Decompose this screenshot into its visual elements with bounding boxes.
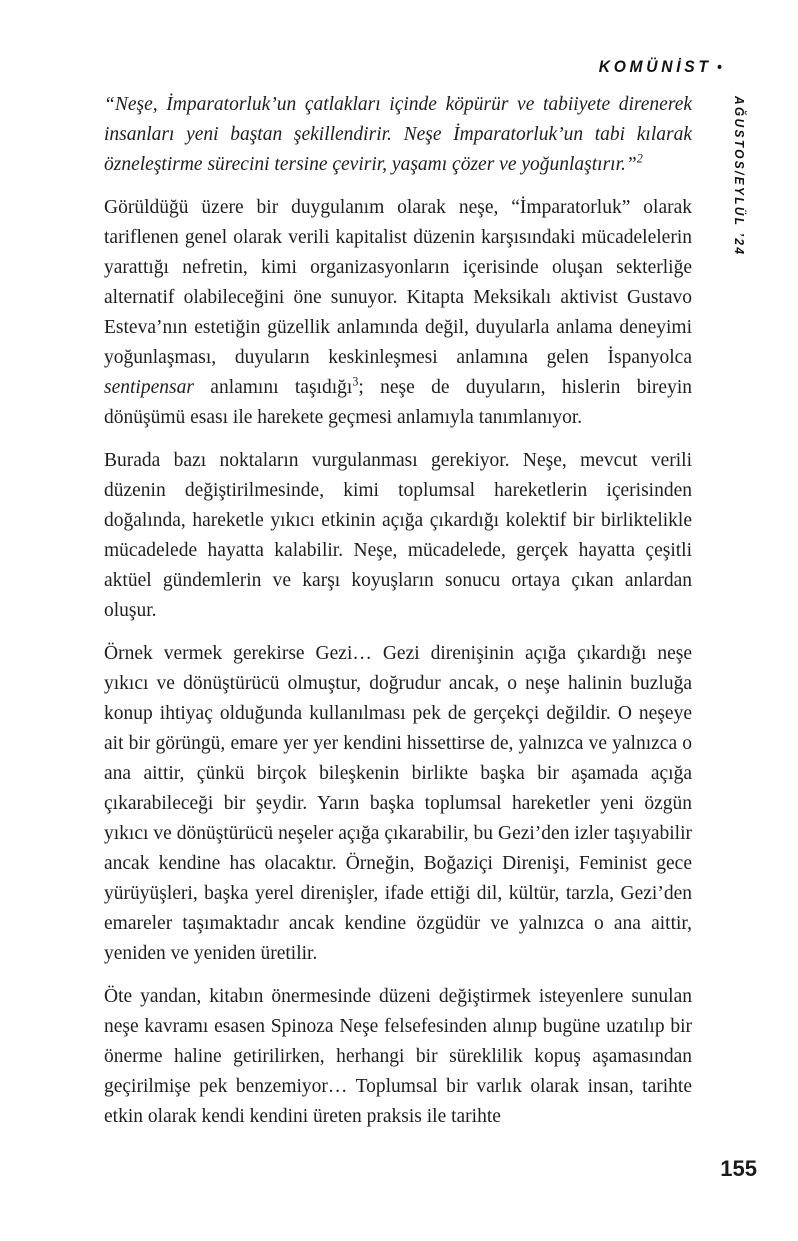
running-head [599, 57, 722, 77]
paragraph-2 [104, 446, 692, 626]
paragraph-3 [104, 639, 692, 969]
epigraph-quote [104, 90, 692, 180]
paragraph-1-run-2: anlamını taşıdığı [193, 377, 353, 398]
article-body [104, 90, 692, 1145]
paragraph-3-text: Örnek vermek gerekirse Gezi… Gezi direnişinin açığa çıkardığı neşe yıkıcı ve dönüştürücü olmuştur, doğrudur ancak, o neşe halinin buzluğa konup ihtiyaç olduğunda kullanılması pek de gerçekçi değildir. O neşeye ait bir görüngü, emare yer yer kendini hissettirse de, yalnızca ve yalnızca o ana aittir, çünkü birçok bileşkenin birlikte başka bir aşamada açığa çıkarabileceği bir şeydir. Yarın başka toplumsal hareketler yeni özgün yıkıcı ve dönüştürücü neşeler açığa çıkarabilir, bu Gezi’den izler taşıyabilir ancak kendine has olacaktır. Örneğin, Boğaziçi Direnişi, Feminist gece yürüyüşleri, başka yerel direnişler, ifade ettiği dil, kültür, tarzla, Gezi’den emareler taşımaktadır ancak kendine özgüdür ve yalnızca o ana aittir, yeniden ve yeniden üretilir. [104, 643, 692, 964]
paragraph-1-run-italic: sentipensar [104, 377, 194, 398]
bullet-icon: • [717, 59, 722, 76]
issue-date-vertical: AĞUSTOS/EYLÜL ’24 [732, 96, 747, 257]
paragraph-4 [104, 982, 692, 1132]
paragraph-2-text: Burada bazı noktaların vurgulanması gerekiyor. Neşe, mevcut verili düzenin değiştirilmesinde, kimi toplumsal hareketlerin içerisinden doğalında, hareketle yıkıcı etkinin açığa çıkardığı kolektif bir birliktelikle mücadelede hayatta kalabilir. Neşe, mücadelede, gerçek hayatta çeşitli aktüel gündemlerin ve karşı koyuşların sonucu ortaya çıkan anlardan oluşur. [104, 450, 692, 621]
footnote-ref-2: 2 [636, 151, 643, 166]
paragraph-1-run-4: ; neşe de duyuların, hislerin bireyin dönüşümü esası ile harekete geçmesi anlamıyla tanımlanıyor. [104, 377, 692, 428]
page-number: 155 [720, 1156, 757, 1181]
paragraph-4-text: Öte yandan, kitabın önermesinde düzeni değiştirmek isteyenlere sunulan neşe kavramı esasen Spinoza Neşe felsefesinden alınıp bugüne uzatılıp bir önerme haline getirilirken, herhangi bir süreklilik kopuş aşamasından geçirilmişe pek benzemiyor… Toplumsal bir varlık olarak insan, tarihte etkin olarak kendi kendini üreten praksis ile tarihte [104, 986, 692, 1127]
journal-title: KOMÜNİST [598, 57, 712, 76]
footnote-ref-3: 3 [352, 374, 359, 389]
paragraph-1 [104, 193, 692, 433]
paragraph-1-run-0: Görüldüğü üzere bir duygulanım olarak neşe, “İmparatorluk” olarak tariflenen genel olarak verili kapitalist düzenin karşısındaki mücadelelerin yarattığı nefretin, kimi organizasyonların içerisinde oluşan sekterliğe alternatif olabileceğini öne sunuyor. Kitapta Meksikalı aktivist Gustavo Esteva’nın estetiğin güzellik anlamında değil, duyularla anlama deneyimi yoğunlaşması, duyuların keskinleşmesi anlamına gelen İspanyolca [104, 197, 692, 368]
epigraph-text: “Neşe, İmparatorluk’un çatlakları içinde köpürür ve tabiiyete direnerek insanları yeni baştan şekillendirir. Neşe İmparatorluk’un tabi kılarak özneleştirme sürecini tersine çevirir, yaşamı çözer ve yoğunlaştırır.” [104, 94, 692, 175]
